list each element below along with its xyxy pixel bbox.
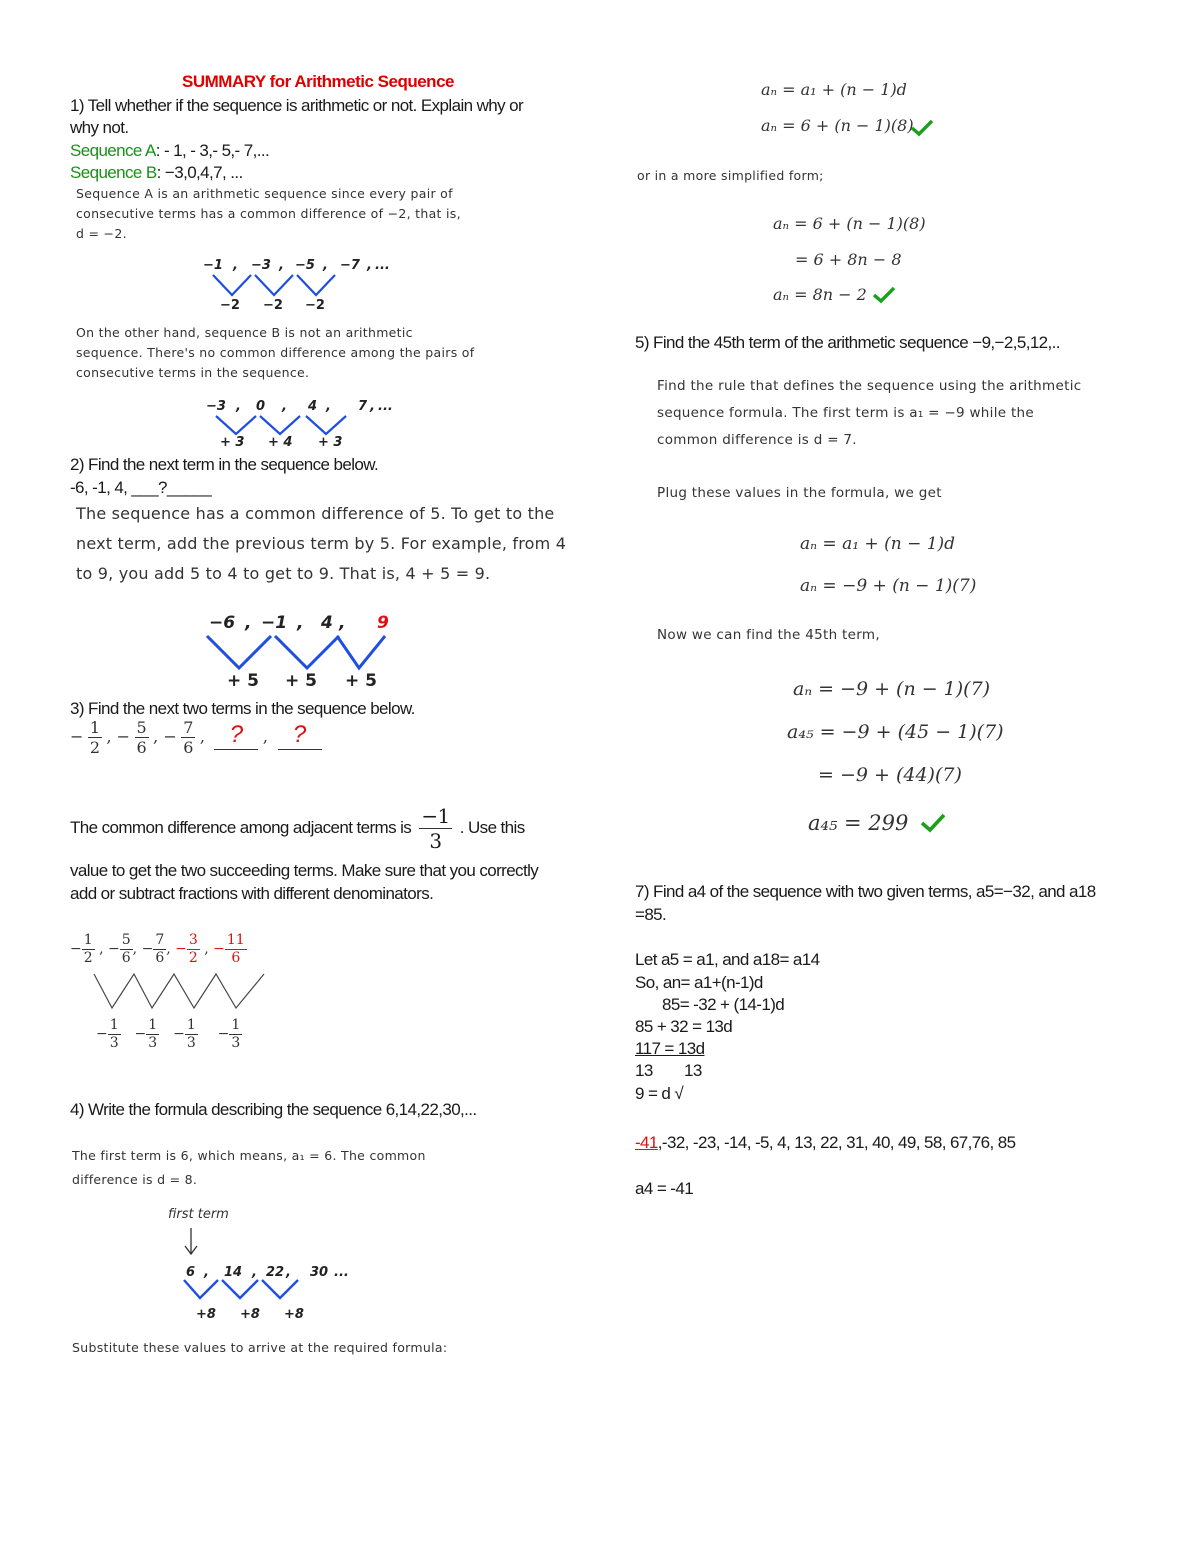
- q5-prompt: 5) Find the 45th term of the arithmetic sequence −9,−2,5,12,..: [635, 333, 1060, 352]
- diagram-b-term: 4: [308, 399, 318, 414]
- q3-frac-3: $\frac{7}{6}$: [183, 718, 194, 758]
- q7-line3: 85= -32 + (14-1)d: [662, 995, 785, 1014]
- q7-line1: Let a5 = a1, and a18= a14: [635, 950, 820, 969]
- q4-prompt: 4) Write the formula describing the sequence 6,14,22,30,...: [70, 1100, 477, 1119]
- q1-prompt-line1: 1) Tell whether if the sequence is arithmetic or not. Explain why or: [70, 96, 524, 115]
- q3-answer-diff: $\frac{1}{3}$: [231, 1017, 241, 1051]
- q5-eq6: a₄₅ = 299: [808, 811, 909, 835]
- q5-explain: [657, 373, 1081, 454]
- q3-answer-term-red: $\frac{11}{6}$: [226, 932, 245, 966]
- diagram-b-diff: + 4: [268, 435, 293, 450]
- simplified-intro: or in a more simplified form;: [637, 168, 824, 183]
- q3-answer-diff: $\frac{1}{3}$: [109, 1017, 119, 1051]
- q5-eq1: aₙ = a₁ + (n − 1)d: [800, 534, 956, 554]
- q2-term-answer: 9: [377, 613, 389, 633]
- q7-line4: 85 + 32 = 13d: [635, 1017, 733, 1036]
- q4-term: ...: [334, 1265, 349, 1280]
- q5-explain-line3: common difference is d = 7.: [657, 432, 857, 448]
- svg-text:,: ,: [233, 258, 238, 273]
- diagram-b-term: −3: [206, 399, 226, 414]
- diagram-a-term: −1: [203, 258, 223, 273]
- diagram-a-diff: −2: [305, 298, 325, 313]
- q3-answer-terms: − $\frac{1}{2}$ , − $\frac{5}{6}$ , − $\frac{7}{6}$ , − $\frac{3}{2}$ , − $\frac{11}{6}$: [70, 932, 245, 966]
- svg-text:,: ,: [236, 399, 241, 414]
- simplified-2: = 6 + 8n − 8: [795, 250, 902, 269]
- q7-prompt-line1: 7) Find a4 of the sequence with two given terms, a5=−32, and a18: [635, 882, 1096, 901]
- svg-text:,: ,: [204, 1265, 209, 1280]
- diagram-a-diff: −2: [263, 298, 283, 313]
- q3-explain-line2: value to get the two succeeding terms. Make sure that you correctly: [70, 861, 539, 880]
- diagram-a-term: −5: [295, 258, 315, 273]
- sequence-b-label: Sequence B: [70, 163, 157, 182]
- q3-unknown-1: ?: [214, 721, 258, 750]
- q3-answer-term-red: $\frac{3}{2}$: [188, 932, 198, 966]
- diagram-a-diff: −2: [220, 298, 240, 313]
- diagram-b-term: 0: [256, 399, 266, 414]
- q3-explain-part1: The common difference among adjacent terms is: [70, 817, 412, 837]
- q7-line5: 117 = 13d: [635, 1039, 705, 1058]
- q7-line2: So, an= a1+(n-1)d: [635, 973, 763, 992]
- q5-eq3: aₙ = −9 + (n − 1)(7): [793, 678, 991, 700]
- sequence-a: [70, 141, 269, 161]
- simplified-3: aₙ = 8n − 2: [773, 285, 867, 304]
- q3-answer-diff: $\frac{1}{3}$: [148, 1017, 158, 1051]
- q5-explain-line1: Find the rule that defines the sequence using the arithmetic: [657, 378, 1082, 394]
- q2-explain-line1: The sequence has a common difference of 5. To get to the: [76, 504, 555, 523]
- check-icon: [910, 118, 934, 138]
- sequence-a-label: Sequence A: [70, 141, 156, 160]
- q2-prompt: 2) Find the next term in the sequence below.: [70, 455, 379, 474]
- q7-answer: a4 = -41: [635, 1179, 694, 1198]
- q3-frac-1: $\frac{1}{2}$: [89, 718, 101, 758]
- check-icon: [872, 285, 896, 305]
- q3-zigzag: [90, 970, 310, 1020]
- q1-prompt-line2: why not.: [70, 118, 129, 137]
- first-term-label: first term: [168, 1207, 229, 1222]
- explain-a-line1: Sequence A is an arithmetic sequence since every pair of: [76, 186, 453, 201]
- diagram-b-diff: + 3: [220, 435, 245, 450]
- diagram-b-diff: + 3: [318, 435, 343, 450]
- svg-text:,: ,: [370, 399, 375, 414]
- q7-sequence-red: -41: [635, 1133, 658, 1152]
- q3-answer-diff: $\frac{1}{3}$: [186, 1017, 196, 1051]
- diagram-q4: [182, 1262, 382, 1322]
- q3-explain-line1: [70, 804, 525, 853]
- svg-text:,: ,: [286, 1265, 291, 1280]
- q2-term: −1: [261, 613, 288, 633]
- q4-diff: +8: [196, 1307, 216, 1322]
- q3-explain-line3: add or subtract fractions with different denominators.: [70, 884, 434, 903]
- q2-explain: [76, 499, 566, 589]
- q3-answer-term: $\frac{5}{6}$: [121, 932, 131, 966]
- svg-text:,: ,: [339, 613, 346, 633]
- sequence-b-values: : −3,0,4,7, ...: [156, 163, 243, 182]
- explain-b-line3: consecutive terms in the sequence.: [76, 365, 310, 380]
- svg-text:,: ,: [282, 399, 287, 414]
- q7-sequence: [635, 1133, 1015, 1153]
- explain-a-line2: consecutive terms has a common difference of −2, that is,: [76, 206, 461, 221]
- formula-top-2: aₙ = 6 + (n − 1)(8): [761, 116, 914, 135]
- q4-explain-line2: difference is d = 8.: [72, 1172, 198, 1187]
- q4-term: 22: [266, 1265, 285, 1280]
- svg-text:,: ,: [279, 258, 284, 273]
- svg-text:,: ,: [326, 399, 331, 414]
- q7-line7: 9 = d √: [635, 1084, 684, 1103]
- q3-sequence: − $\frac{1}{2}$ , − $\frac{5}{6}$ , − $\frac{7}{6}$ , ? , ?: [70, 718, 322, 757]
- q2-sequence: -6, -1, 4, ___?_____: [70, 478, 212, 497]
- q1-explain-a: [76, 184, 461, 244]
- q7-sequence-rest: ,-32, -23, -14, -5, 4, 13, 22, 31, 40, 49, 58, 67,76, 85: [657, 1133, 1016, 1152]
- sequence-a-values: : - 1, - 3,- 5,- 7,...: [155, 141, 270, 160]
- diagram-a-term: −7: [340, 258, 360, 273]
- q2-diff: + 5: [227, 671, 259, 691]
- q4-diff: +8: [240, 1307, 260, 1322]
- check-icon: [920, 812, 946, 834]
- q7-line6a: 13: [635, 1061, 653, 1080]
- q2-explain-line2: next term, add the previous term by 5. For example, from 4: [76, 534, 567, 553]
- diagram-a: [195, 255, 455, 315]
- sequence-b: [70, 163, 243, 183]
- diagram-b: [198, 396, 458, 456]
- q4-explain: [72, 1144, 426, 1192]
- q5-now: Now we can find the 45th term,: [657, 627, 880, 643]
- q1-explain-b: [76, 323, 474, 383]
- q5-explain-line2: sequence formula. The first term is a₁ = −9 while the: [657, 405, 1035, 421]
- svg-text:,: ,: [367, 258, 372, 273]
- diagram-a-term: −3: [251, 258, 271, 273]
- q4-term: 14: [224, 1265, 243, 1280]
- q3-diff-frac: $\frac{-1}{3}$: [421, 804, 450, 853]
- q3-answer-term: $\frac{1}{2}$: [83, 932, 93, 966]
- q4-substitute: Substitute these values to arrive at the required formula:: [72, 1340, 448, 1355]
- diagram-b-term: 7: [358, 399, 368, 414]
- q7-line6b: 13: [684, 1061, 702, 1080]
- q5-plug: Plug these values in the formula, we get: [657, 485, 942, 501]
- diagram-q2: [205, 608, 425, 691]
- q2-term: −6: [209, 613, 236, 633]
- page-title: SUMMARY for Arithmetic Sequence: [182, 72, 454, 91]
- q5-eq2: aₙ = −9 + (n − 1)(7): [800, 576, 977, 596]
- formula-top-1: aₙ = a₁ + (n − 1)d: [761, 80, 907, 99]
- q4-explain-line1: The first term is 6, which means, a₁ = 6. The common: [72, 1148, 426, 1163]
- q4-term: 6: [186, 1265, 196, 1280]
- svg-text:,: ,: [323, 258, 328, 273]
- q3-explain-part2: . Use this: [459, 817, 525, 837]
- explain-b-line2: sequence. There's no common difference among the pairs of: [76, 345, 475, 360]
- svg-text:,: ,: [252, 1265, 257, 1280]
- q4-diff: +8: [284, 1307, 304, 1322]
- q3-frac-2: $\frac{5}{6}$: [136, 718, 147, 758]
- q3-prompt: 3) Find the next two terms in the sequence below.: [70, 699, 415, 718]
- q3-answer-diffs: − $\frac{1}{3}$ − $\frac{1}{3}$ − $\frac{1}{3}$ − $\frac{1}{3}$: [96, 1017, 241, 1051]
- q4-term: 30: [310, 1265, 329, 1280]
- svg-text:,: ,: [297, 613, 304, 633]
- q5-eq4: a₄₅ = −9 + (45 − 1)(7): [787, 721, 1004, 743]
- q2-diff: + 5: [285, 671, 317, 691]
- explain-a-line3: d = −2.: [76, 226, 127, 241]
- q3-unknown-2: ?: [278, 721, 322, 750]
- q2-explain-line3: to 9, you add 5 to 4 to get to 9. That is, 4 + 5 = 9.: [76, 564, 491, 583]
- diagram-a-term: ...: [375, 258, 390, 273]
- q3-answer-term: $\frac{7}{6}$: [155, 932, 165, 966]
- explain-b-line1: On the other hand, sequence B is not an arithmetic: [76, 325, 413, 340]
- q2-diff: + 5: [345, 671, 377, 691]
- q2-term: 4: [321, 613, 333, 633]
- diagram-b-term: ...: [378, 399, 393, 414]
- down-arrow-icon: [183, 1226, 203, 1260]
- q5-eq5: = −9 + (44)(7): [818, 764, 962, 786]
- q7-prompt-line2: =85.: [635, 905, 667, 924]
- svg-text:,: ,: [245, 613, 252, 633]
- simplified-1: aₙ = 6 + (n − 1)(8): [773, 214, 926, 233]
